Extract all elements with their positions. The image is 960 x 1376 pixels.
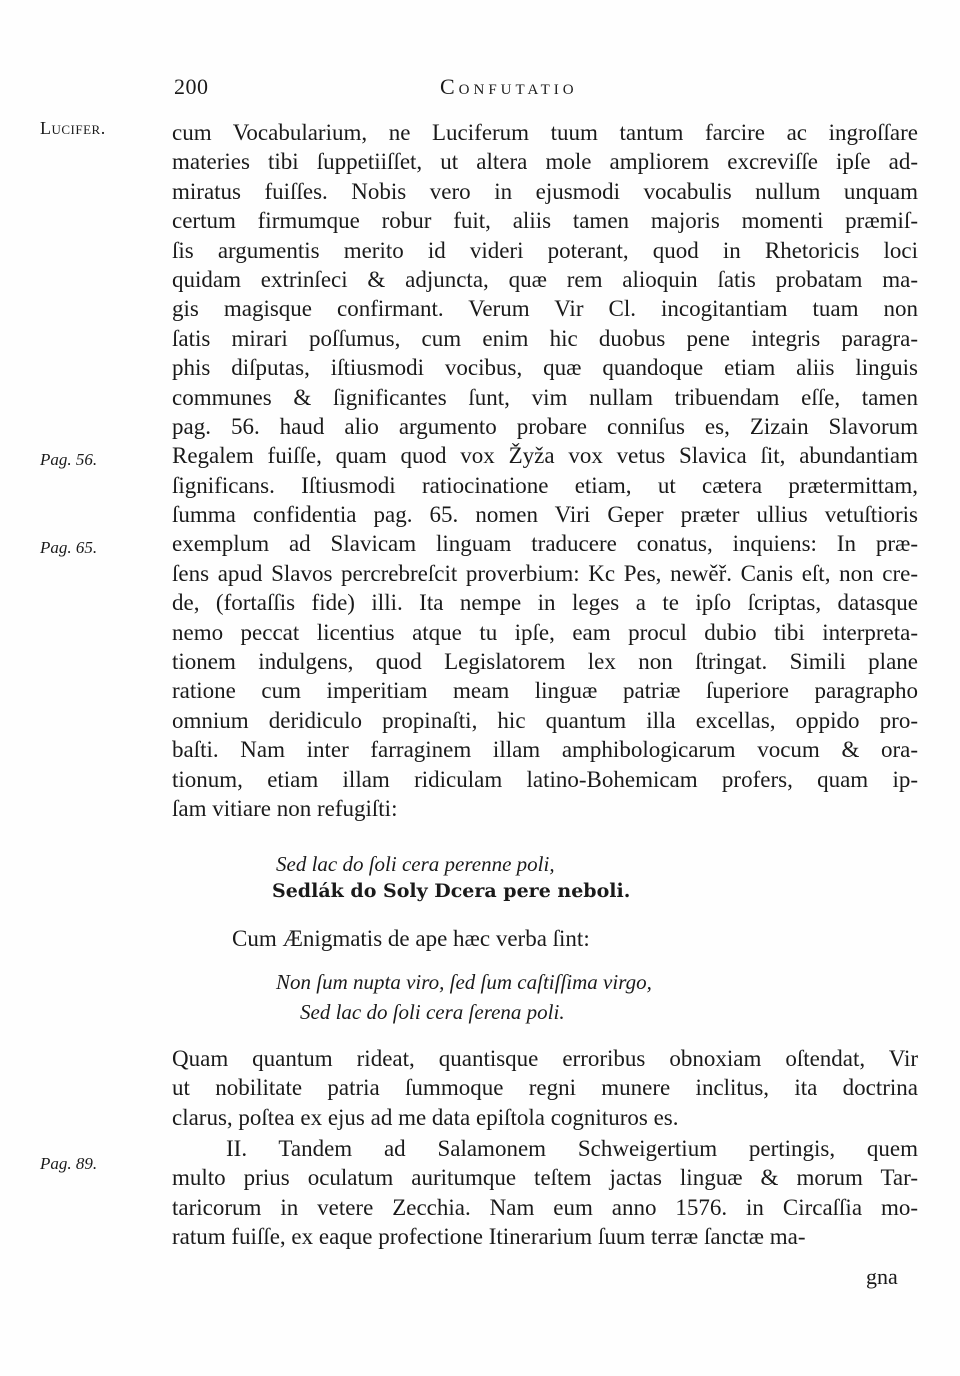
text-line: cum Vocabularium, ne Luciferum tuum tantum farcire ac ingroſſare — [172, 120, 918, 145]
text-line: ſis argumentis merito id videri poterant, quod in Rhetoricis loci — [172, 237, 918, 263]
text-line: tionum, etiam illam ridiculam latino-Bohemicam profers, quam ip- — [172, 766, 918, 792]
text-line: miratus fuiſſes. Nobis vero in ejusmodi vocabulis nullum unquam — [172, 178, 918, 204]
text-line: certum firmumque robur fuit, aliis tamen majoris momenti præmiſ- — [172, 208, 918, 234]
text-line: Quam quantum rideat, quantisque erroribus obnoxiam oſtendat, Vir — [172, 1046, 918, 1071]
text-line: nemo peccat licentius atque tu ipſe, eam procul dubio tibi interpreta- — [172, 619, 918, 645]
margin-note-lucifer: Lucifer. — [40, 118, 106, 138]
text-line: de, (fortaſſis fide) illi. Ita nempe in leges a te ipſo ſcriptas, datasque — [172, 590, 918, 616]
text-line: ſumma confidentia pag. 65. nomen Viri Geper præter ullius vetuſtioris — [172, 502, 918, 528]
text-line: communes & ſignificantes ſunt, vim nullam tribuendam eſſe, tamen — [172, 384, 918, 410]
text-line: ſatis mirari poſſumus, cum enim hic duobus pene integris paragra- — [172, 325, 918, 351]
text-line: pag. 56. haud alio argumento probare conniſus es, Zizain Slavorum — [172, 413, 918, 439]
text-line: ut nobilitate patria ſummoque regni munere inclitus, ita doctrina — [172, 1075, 918, 1101]
enigma-verse-line-1: Non ſum nupta viro, ſed ſum caſtiſſima virgo, — [276, 970, 652, 994]
text-line: baſti. Nam inter farraginem illam amphibologicarum vocum & ora- — [172, 737, 918, 763]
text-line: Regalem fuiſſe, quam quod vox Žyža vox vetus Slavica ſit, abundantiam — [172, 443, 918, 469]
text-line: ſam vitiare non refugiſti: — [172, 795, 398, 821]
text-line: tionem indulgens, quod Legislatorem lex non ſtringat. Simili plane — [172, 649, 918, 675]
margin-note-pag-89: Pag. 89. — [40, 1154, 98, 1173]
text-line: taricorum in vetere Zecchia. Nam eum anno 1576. in Circaſſia mo- — [172, 1194, 918, 1220]
page-header — [0, 74, 960, 104]
verse-bohemian-line: Sedlák do Soly Dcera pere neboli. — [272, 880, 631, 902]
text-line: omnium deridiculo propinaſti, hic quantum illa excellas, oppido pro- — [172, 707, 918, 733]
catchword: gna — [866, 1264, 898, 1289]
text-line: ſignificans. Iſtiusmodi ratiocinatione etiam, ut cætera prætermittam, — [172, 472, 918, 498]
paragraph-main — [172, 118, 918, 823]
text-line: exemplum ad Slavicam linguam traducere conatus, inquiens: In præ- — [172, 531, 918, 557]
text-line: quidam extrinſeci & adjuncta, quæ rem alioquin ſatis probatam ma- — [172, 266, 918, 292]
enigma-verse-line-2: Sed lac do ſoli cera ſerena poli. — [300, 1000, 565, 1024]
text-line: gis magisque confirmant. Verum Vir Cl. incogitantiam tuam non — [172, 296, 918, 322]
text-line: ratione cum imperitiam meam linguæ patriæ ſuperiore paragrapho — [172, 678, 918, 704]
enigma-intro: Cum Ænigmatis de ape hæc verba ſint: — [232, 926, 590, 951]
margin-note-pag-56: Pag. 56. — [40, 450, 98, 469]
paragraph-quam — [172, 1044, 918, 1132]
text-line: ratum fuiſſe, ex eaque profectione Itinerarium ſuum terræ ſanctæ ma- — [172, 1224, 806, 1250]
text-line: phis diſputas, iſtiusmodi vocibus, quæ quandoque etiam aliis linguis — [172, 355, 918, 381]
page-number: 200 — [174, 74, 209, 99]
text-line: ſens apud Slavos percrebreſcit proverbium: Kc Pes, newěř. Canis eſt, non cre- — [172, 560, 918, 586]
text-line: II. Tandem ad Salamonem Schweigertium pertingis, quem — [226, 1136, 918, 1161]
verse-latin-line: Sed lac do ſoli cera perenne poli, — [276, 852, 555, 876]
text-line: multo prius oculatum auritumque teſtem jactas linguæ & morum Tar- — [172, 1165, 918, 1191]
paragraph-section-ii — [172, 1134, 918, 1252]
text-line: materies tibi ſuppetiiſſet, ut altera mole ampliorem excreviſſe ipſe ad- — [172, 149, 918, 175]
running-title: Confutatio — [440, 74, 578, 99]
margin-note-pag-65: Pag. 65. — [40, 538, 98, 557]
text-line: clarus, poſtea ex ejus ad me data epiſtola cognituros es. — [172, 1104, 679, 1130]
